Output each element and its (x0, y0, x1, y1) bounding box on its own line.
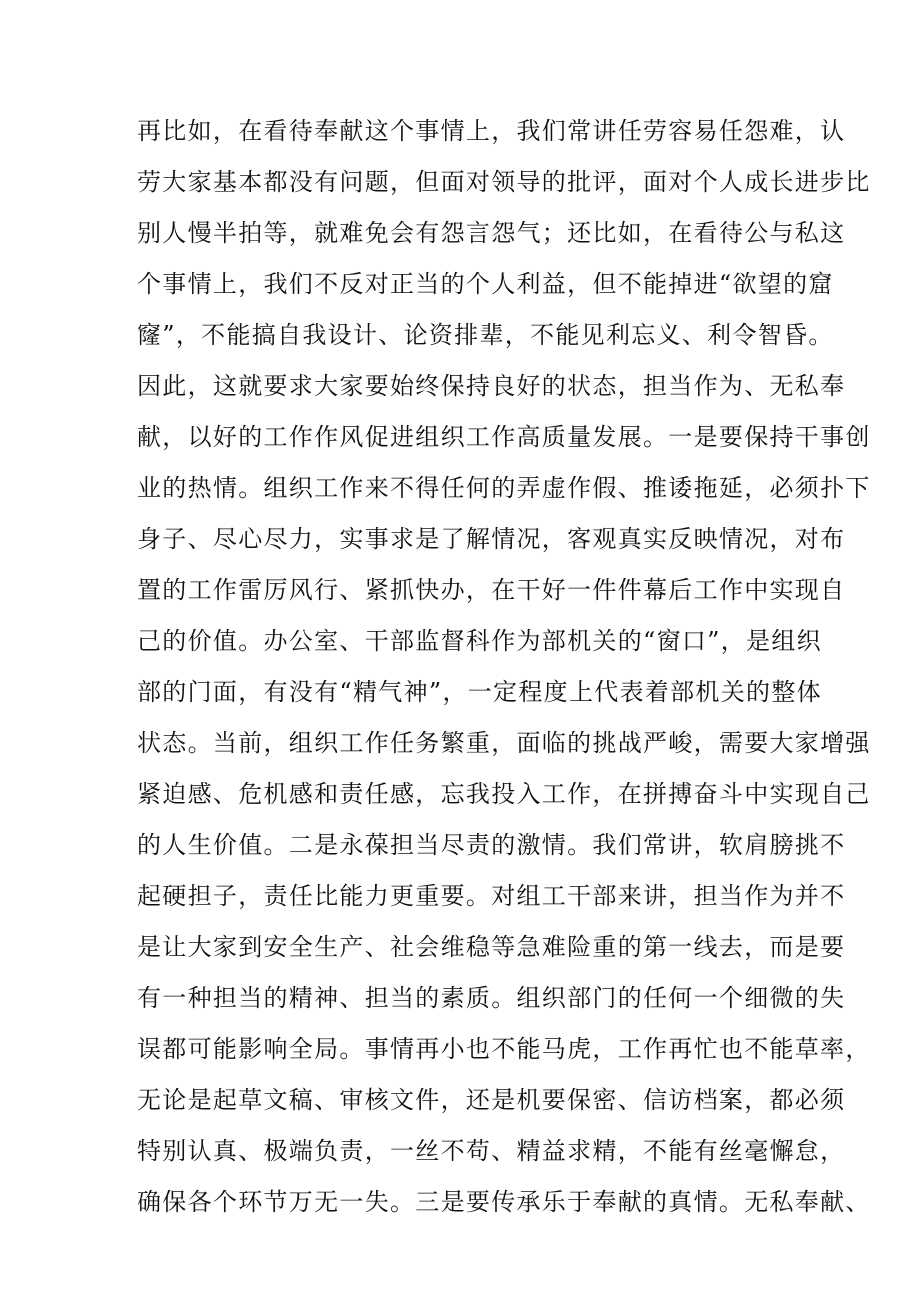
text-line-11: 己的价值。办公室、干部监督科作为部机关的“窗口”，是组织 (137, 627, 822, 655)
text-line-8: 业的热情。组织工作来不得任何的弄虚作假、推诿拖延，必须扑下 (137, 474, 871, 502)
text-line-19: 误都可能影响全局。事情再小也不能马虎，工作再忙也不能草率， (137, 1035, 871, 1063)
text-line-12: 部的门面，有没有“精气神”，一定程度上代表着部机关的整体 (137, 678, 822, 706)
text-line-20: 无论是起草文稿、审核文件，还是机要保密、信访档案，都必须 (137, 1086, 846, 1114)
body-text (137, 106, 871, 1228)
text-line-17: 是让大家到安全生产、社会维稳等急难险重的第一线去，而是要 (137, 933, 846, 961)
text-line-6: 因此，这就要求大家要始终保持良好的状态，担当作为、无私奉 (137, 372, 846, 400)
text-line-7: 献，以好的工作作风促进组织工作高质量发展。一是要保持干事创 (137, 423, 871, 451)
text-line-4: 个事情上，我们不反对正当的个人利益，但不能掉进“欲望的窟 (137, 270, 834, 298)
text-line-15: 的人生价值。二是永葆担当尽责的激情。我们常讲，软肩膀挑不 (137, 831, 846, 859)
text-line-13: 状态。当前，组织工作任务繁重，面临的挑战严峻，需要大家增强 (137, 729, 871, 757)
text-line-9: 身子、尽心尽力，实事求是了解情况，客观真实反映情况，对布 (137, 525, 846, 553)
text-line-16: 起硬担子，责任比能力更重要。对组工干部来讲，担当作为并不 (137, 882, 846, 910)
text-line-14: 紧迫感、危机感和责任感，忘我投入工作，在拼搏奋斗中实现自己 (137, 780, 871, 808)
text-line-2: 劳大家基本都没有问题，但面对领导的批评，面对个人成长进步比 (137, 168, 871, 196)
text-line-21: 特别认真、极端负责，一丝不苟、精益求精，不能有丝毫懈怠， (137, 1137, 846, 1165)
text-line-10: 置的工作雷厉风行、紧抓快办，在干好一件件幕后工作中实现自 (137, 576, 846, 604)
text-line-18: 有一种担当的精神、担当的素质。组织部门的任何一个细微的失 (137, 984, 846, 1012)
text-line-5: 窿”，不能搞自我设计、论资排辈，不能见利忘义、利令智昏。 (137, 321, 834, 349)
text-line-22: 确保各个环节万无一失。三是要传承乐于奉献的真情。无私奉献、 (137, 1188, 871, 1216)
text-line-1: 再比如，在看待奉献这个事情上，我们常讲任劳容易任怨难，认 (137, 117, 846, 145)
text-line-3: 别人慢半拍等，就难免会有怨言怨气；还比如，在看待公与私这 (137, 219, 846, 247)
